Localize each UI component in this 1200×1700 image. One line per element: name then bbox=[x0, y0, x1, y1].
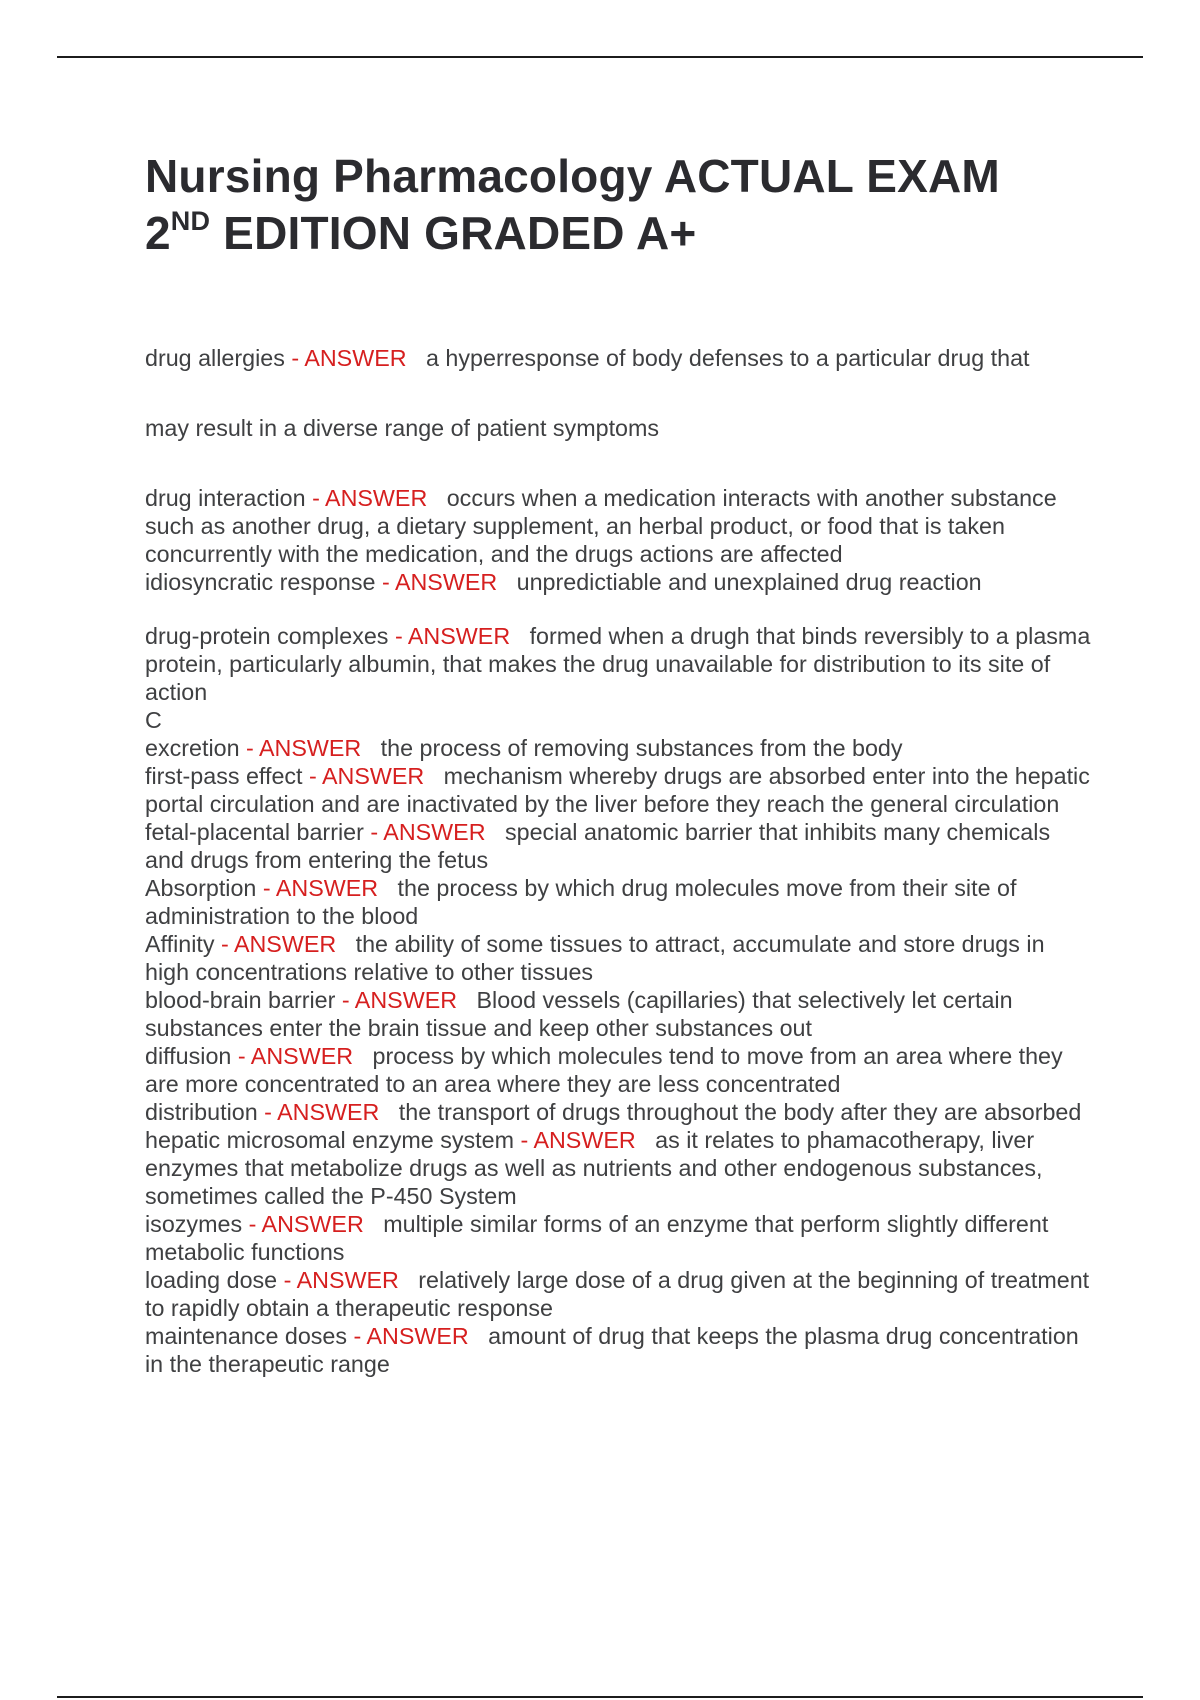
answer-label: ANSWER bbox=[325, 485, 428, 511]
flashcard-list bbox=[145, 344, 1095, 1378]
entry-term: loading dose bbox=[145, 1267, 278, 1293]
entry-blood-brain-barrier: blood-brain barrier - ANSWER Blood vessels (capillaries) that selectively let certain substances enter the brain tissue and keep other substances out bbox=[145, 987, 1013, 1041]
entry-definition: the transport of drugs throughout the body after they are absorbed bbox=[398, 1099, 1082, 1125]
entry-first-pass-effect: first-pass effect - ANSWER mechanism whereby drugs are absorbed enter into the hepatic portal circulation and are inactivated by the liver before they reach the general circulation bbox=[145, 763, 1090, 817]
entry-definition: the ability of some tissues to attract, accumulate and store drugs in high concentrations relative to other tissues bbox=[145, 931, 1045, 985]
entry-term: idiosyncratic response bbox=[145, 569, 376, 595]
entry-term: fetal-placental barrier bbox=[145, 819, 364, 845]
title-line-2: EDITION GRADED A+ bbox=[210, 207, 697, 259]
title-edition-suffix: ND bbox=[170, 206, 211, 236]
entry-absorption: Absorption - ANSWER the process by which drug molecules move from their site of administration to the blood bbox=[145, 875, 1017, 929]
entry-term: hepatic microsomal enzyme system bbox=[145, 1127, 514, 1153]
entry-term: excretion bbox=[145, 735, 240, 761]
entry-term: maintenance doses bbox=[145, 1323, 348, 1349]
entry-excretion: excretion - ANSWER the process of removing substances from the body bbox=[145, 735, 903, 761]
entry-diffusion: diffusion - ANSWER process by which molecules tend to move from an area where they are more concentrated to an area where they are less concentrated bbox=[145, 1043, 1063, 1097]
entry-term: drug interaction bbox=[145, 485, 306, 511]
entry-definition: amount of drug that keeps the plasma drug concentration in the therapeutic range bbox=[145, 1323, 1079, 1377]
title-line-1: Nursing Pharmacology ACTUAL EXAM bbox=[145, 150, 1000, 202]
document-title bbox=[145, 148, 1095, 262]
entry-term: Absorption bbox=[145, 875, 257, 901]
entry-definition: relatively large dose of a drug given at the beginning of treatment to rapidly obtain a therapeutic response bbox=[145, 1267, 1090, 1321]
answer-label: ANSWER bbox=[261, 1211, 364, 1237]
entry-distribution: distribution - ANSWER the transport of drugs throughout the body after they are absorbed bbox=[145, 1099, 1082, 1125]
entry-definition: a hyperresponse of body defenses to a particular drug that bbox=[426, 345, 1030, 371]
entry-definition: Blood vessels (capillaries) that selectively let certain substances enter the brain tissue and keep other substances out bbox=[145, 987, 1013, 1041]
answer-label: ANSWER bbox=[304, 345, 407, 371]
document-page bbox=[145, 148, 1095, 1378]
entry-term: drug allergies bbox=[145, 345, 285, 371]
entry-definition: formed when a drugh that binds reversibly to a plasma protein, particularly albumin, that makes the drug unavailable for distribution to its site of action bbox=[145, 623, 1091, 705]
entry-isozymes: isozymes - ANSWER multiple similar forms of an enzyme that perform slightly different metabolic functions bbox=[145, 1211, 1049, 1265]
entry-maintenance-doses: maintenance doses - ANSWER amount of drug that keeps the plasma drug concentration in the therapeutic range bbox=[145, 1323, 1079, 1377]
entry-definition: as it relates to phamacotherapy, liver enzymes that metabolize drugs as well as nutrients and other endogenous substances, sometimes called the P-450 System bbox=[145, 1127, 1043, 1209]
entry-term: isozymes bbox=[145, 1211, 243, 1237]
entry-hepatic-microsomal-enzyme-system: hepatic microsomal enzyme system - ANSWER as it relates to phamacotherapy, liver enzymes that metabolize drugs as well as nutrients and other endogenous substances, sometimes called the P-450 System bbox=[145, 1127, 1043, 1209]
entry-definition: occurs when a medication interacts with another substance such as another drug, a dietary supplement, an herbal product, or food that is taken concurrently with the medication, and the drugs actions are affected bbox=[145, 485, 1057, 567]
entry-drug-protein-complexes: drug-protein complexes - ANSWER formed when a drugh that binds reversibly to a plasma protein, particularly albumin, that makes the drug unavailable for distribution to its site of action bbox=[145, 623, 1091, 705]
answer-label: ANSWER bbox=[277, 1099, 380, 1125]
entry-definition: unpredictiable and unexplained drug reaction bbox=[516, 569, 982, 595]
entry-drug-allergies-continued: may result in a diverse range of patient symptoms bbox=[145, 415, 660, 441]
entry-fetal-placental-barrier: fetal-placental barrier - ANSWER special anatomic barrier that inhibits many chemicals and drugs from entering the fetus bbox=[145, 819, 1051, 873]
entry-definition: mechanism whereby drugs are absorbed enter into the hepatic portal circulation and are inactivated by the liver before they reach the general circulation bbox=[145, 763, 1090, 817]
answer-label: ANSWER bbox=[296, 1267, 399, 1293]
answer-label: ANSWER bbox=[383, 819, 486, 845]
answer-label: ANSWER bbox=[275, 875, 379, 901]
answer-label: ANSWER bbox=[366, 1323, 469, 1349]
entry-term: first-pass effect bbox=[145, 763, 303, 789]
answer-label: ANSWER bbox=[394, 569, 498, 595]
entry-definition: multiple similar forms of an enzyme that perform slightly different metabolic functions bbox=[145, 1211, 1049, 1265]
entry-term: diffusion bbox=[145, 1043, 232, 1069]
entry-idiosyncratic-response: idiosyncratic response - ANSWER unpredictiable and unexplained drug reaction bbox=[145, 569, 982, 595]
entry-drug-interaction: drug interaction - ANSWER occurs when a medication interacts with another substance such as another drug, a dietary supplement, an herbal product, or food that is taken concurrently with the medication, and the drugs actions are affected bbox=[145, 485, 1057, 567]
answer-label: ANSWER bbox=[354, 987, 458, 1013]
entry-term: blood-brain barrier bbox=[145, 987, 336, 1013]
top-rule bbox=[57, 56, 1143, 58]
answer-label: ANSWER bbox=[533, 1127, 636, 1153]
entry-loading-dose: loading dose - ANSWER relatively large dose of a drug given at the beginning of treatment to rapidly obtain a therapeutic response bbox=[145, 1267, 1090, 1321]
entry-term: distribution bbox=[145, 1099, 258, 1125]
title-edition-number: 2 bbox=[145, 207, 171, 259]
entry-definition: the process of removing substances from the body bbox=[380, 735, 903, 761]
bottom-rule bbox=[57, 1696, 1143, 1698]
entry-drug-allergies: drug allergies - ANSWER a hyperresponse of body defenses to a particular drug that bbox=[145, 345, 1030, 371]
entry-term: drug-protein complexes bbox=[145, 623, 389, 649]
stray-letter: C bbox=[145, 707, 162, 733]
entry-definition: special anatomic barrier that inhibits many chemicals and drugs from entering the fetus bbox=[145, 819, 1051, 873]
answer-label: ANSWER bbox=[321, 763, 425, 789]
entry-definition: process by which molecules tend to move from an area where they are more concentrated to an area where they are less concentrated bbox=[145, 1043, 1063, 1097]
answer-label: ANSWER bbox=[250, 1043, 354, 1069]
answer-label: ANSWER bbox=[233, 931, 337, 957]
entry-term: Affinity bbox=[145, 931, 215, 957]
entry-affinity: Affinity - ANSWER the ability of some tissues to attract, accumulate and store drugs in high concentrations relative to other tissues bbox=[145, 931, 1045, 985]
entry-definition: the process by which drug molecules move from their site of administration to the blood bbox=[145, 875, 1017, 929]
answer-label: ANSWER bbox=[407, 623, 511, 649]
answer-label: ANSWER bbox=[258, 735, 362, 761]
